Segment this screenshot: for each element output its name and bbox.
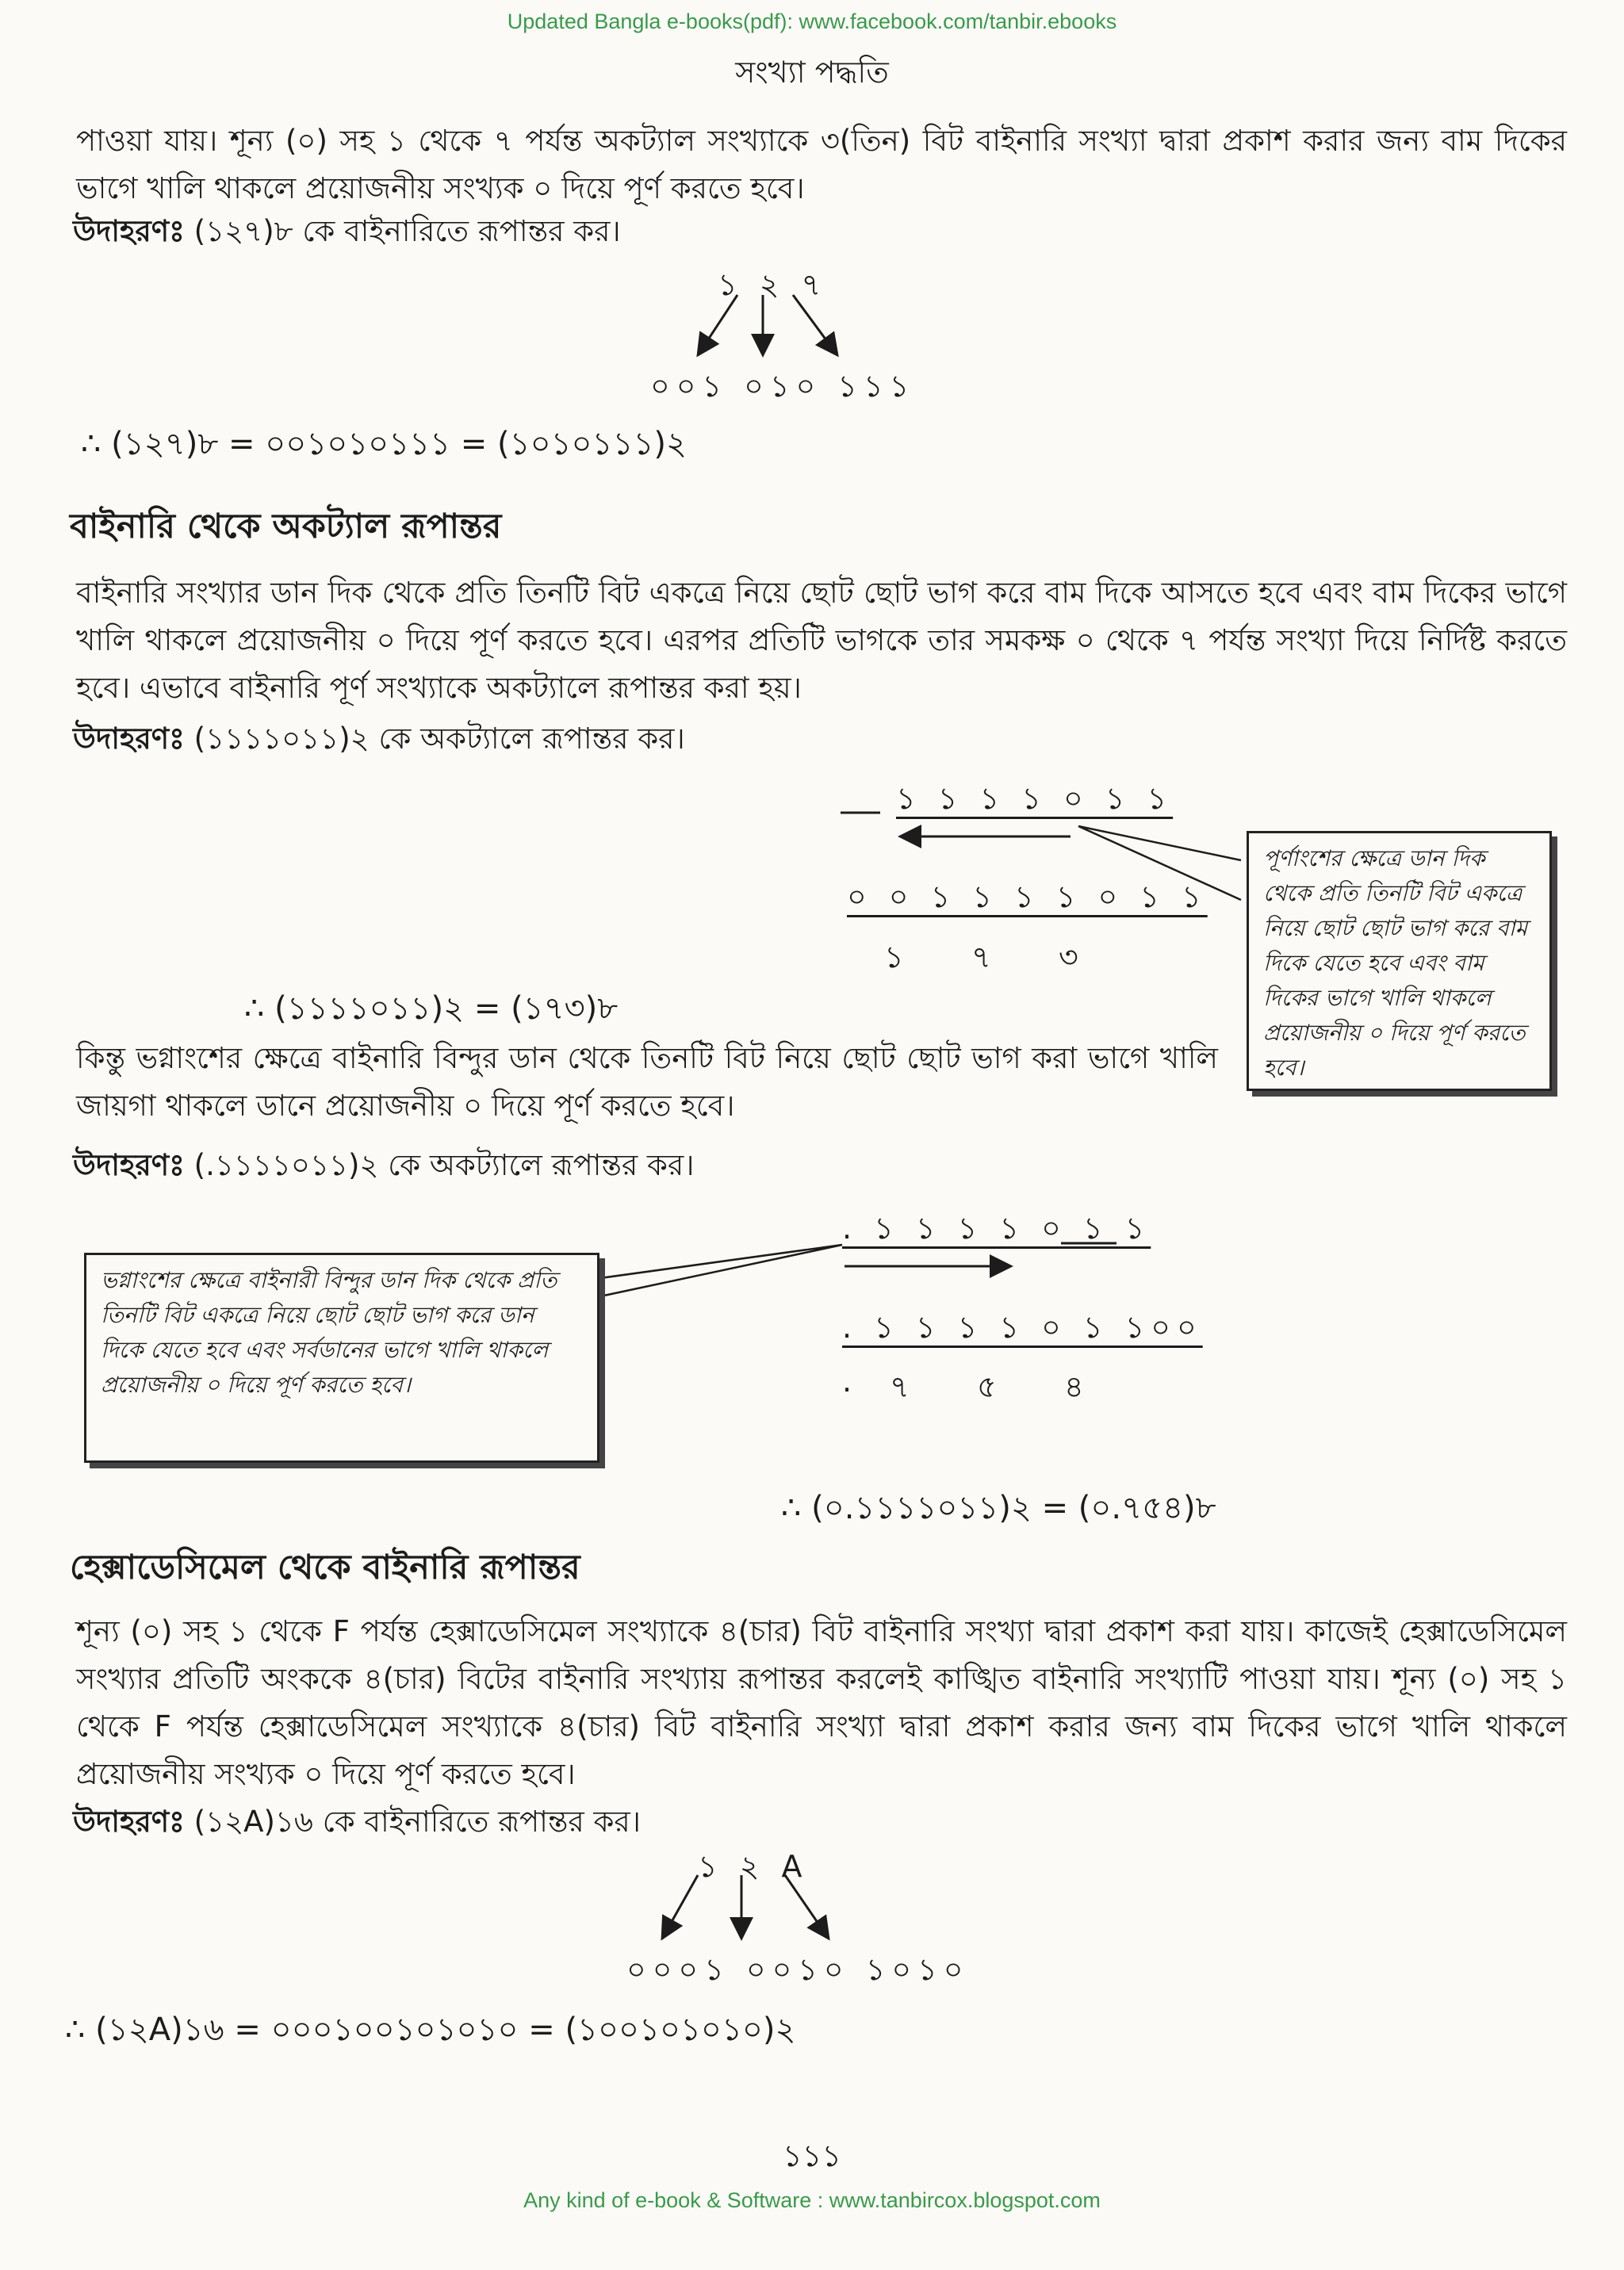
octal-to-binary-paragraph: পাওয়া যায়। শূন্য (০) সহ ১ থেকে ৭ পর্যন্ত অকট্যাল সংখ্যাকে ৩(তিন) বিট বাইনারি সংখ্যা দ্বারা প্রকাশ করার জন্য বাম দিকের ভাগে খালি থাকলে প্রয়োজনীয় সংখ্যক ০ দিয়ে পূর্ণ করতে হবে। — [76, 124, 1567, 205]
fraction-paragraph: কিন্তু ভগ্নাংশের ক্ষেত্রে বাইনারি বিন্দুর ডান থেকে তিনটি বিট নিয়ে ছোট ছোট ভাগ করা ভাগে খালি জায়গা থাকলে ডানে প্রয়োজনীয় ০ দিয়ে পূর্ণ করতে হবে। — [76, 1041, 1218, 1123]
example-label: উদাহরণঃ — [73, 722, 185, 756]
page-number: ১১১ — [783, 2138, 841, 2173]
hex-arrow-1 — [662, 1875, 698, 1939]
octal-result-digit: ১ — [884, 940, 910, 974]
hex-digits: ১ ২ A — [698, 1849, 809, 1884]
fraction-padded-bits: . ১ ১ ১ ১ ০ ১ ১০০ — [842, 1310, 1203, 1345]
hex-to-binary-paragraph: শূন্য (০) সহ ১ থেকে F পর্যন্ত হেক্সাডেসিমেল সংখ্যাকে ৪(চার) বিট বাইনারি সংখ্যা দ্বারা প্রকাশ করা যায়। কাজেই হেক্সাডেসিমেল সংখ্যার প্রতিটি অংককে ৪(চার) বিটের বাইনারি সংখ্যায় রূপান্তর করলেই কাঙ্খিত বাইনারি সংখ্যাটি পাওয়া যায়। শূন্য (০) সহ ১ থেকে F পর্যন্ত হেক্সাডেসিমেল সংখ্যাকে ৪(চার) বিট বাইনারি সংখ্যা দ্বারা প্রকাশ করার জন্য বাম দিকের ভাগে খালি থাকলে প্রয়োজনীয় সংখ্যক ০ দিয়ে পূর্ণ করতে হবে। — [76, 1614, 1567, 1791]
example-label: উদাহরণঃ — [73, 214, 185, 248]
fraction-input-bits: . ১ ১ ১ ১ ০ ১ ১ — [842, 1211, 1151, 1246]
example-text: (.১১১১০১১)২ কে অকট্যালে রূপান্তর কর। — [193, 1148, 695, 1182]
callout-leader-2 — [600, 1245, 842, 1296]
hex-bit-groups: ০০০১ ০০১০ ১০১০ — [626, 1952, 970, 1987]
octal-bit-groups: ০০১ ০১০ ১১১ — [650, 369, 916, 404]
arrow-3 — [793, 295, 837, 355]
hex-to-binary-heading: হেক্সাডেসিমেল থেকে বাইনারি রূপান্তর — [70, 1548, 580, 1587]
fraction-result: ∴ (০.১১১১০১১)২ = (০.৭৫৪)৮ — [781, 1490, 1216, 1526]
binary-to-octal-heading: বাইনারি থেকে অকট্যাল রূপান্তর — [70, 507, 502, 546]
hex-result: ∴ (১২A)১৬ = ০০০১০০১০১০১০ = (১০০১০১০১০)২ — [65, 2012, 796, 2048]
example-4 — [73, 1798, 641, 1848]
example-label: উদাহরণঃ — [73, 1805, 185, 1839]
octal-digits: ১ ২ ৭ — [718, 267, 828, 302]
example-3 — [73, 1142, 695, 1192]
running-title: সংখ্যা পদ্ধতি — [735, 55, 889, 90]
fraction-part-callout: ভগ্নাংশের ক্ষেত্রে বাইনারী বিন্দুর ডান দিক থেকে প্রতি তিনটি বিট একত্রে নিয়ে ছোট ছোট ভাগ করে ডান দিকে যেতে হবে এবং সর্বডানের ভাগে খালি থাকলে প্রয়োজনীয় ০ দিয়ে পূর্ণ করতে হবে। — [84, 1253, 599, 1463]
bottom-link[interactable]: Any kind of e-book & Software : www.tanbircox.blogspot.com — [523, 2188, 1101, 2212]
octal-result: ∴ (১২৭)৮ = ০০১০১০১১১ = (১০১০১১১)২ — [81, 426, 688, 462]
binary-padded-bits: ০ ০ ১ ১ ১ ১ ০ ১ ১ — [847, 879, 1208, 914]
fraction-octal-digit: ৪ — [1064, 1369, 1090, 1404]
binary-to-octal-paragraph: বাইনারি সংখ্যার ডান দিক থেকে প্রতি তিনটি বিট একত্রে নিয়ে ছোট ছোট ভাগ করে বাম দিকে আসতে হবে এবং বাম দিকের ভাগে খালি থাকলে প্রয়োজনীয় ০ দিয়ে পূর্ণ করতে হবে। এরপর প্রতিটি ভাগকে তার সমকক্ষ ০ থেকে ৭ পর্যন্ত সংখ্যা দিয়ে নির্দিষ্ট করতে হবে। এভাবে বাইনারি পূর্ণ সংখ্যাকে অকট্যালে রূপান্তর করা হয়। — [76, 576, 1567, 705]
arrow-1 — [698, 295, 737, 355]
binary-to-octal-result: ∴ (১১১১০১১)২ = (১৭৩)৮ — [244, 990, 619, 1027]
example-label: উদাহরণঃ — [73, 1148, 185, 1182]
example-text: (১১১১০১১)২ কে অকট্যালে রূপান্তর কর। — [193, 722, 685, 756]
example-2 — [73, 715, 685, 765]
fraction-octal-digit: ৭ — [890, 1369, 916, 1404]
binary-input-bits: ১ ১ ১ ১ ০ ১ ১ — [896, 781, 1174, 816]
fraction-octal-digit: ৫ — [977, 1369, 1003, 1404]
example-text: (১২৭)৮ কে বাইনারিতে রূপান্তর কর। — [193, 214, 621, 248]
example-text: (১২A)১৬ কে বাইনারিতে রূপান্তর কর। — [193, 1805, 641, 1839]
top-link[interactable]: Updated Bangla e-books(pdf): www.facebook.com/tanbir.ebooks — [507, 10, 1117, 33]
integer-part-callout: পূর্ণাংশের ক্ষেত্রে ডান দিক থেকে প্রতি তিনটি বিট একত্রে নিয়ে ছোট ছোট ভাগ করে বাম দিকে যেতে হবে এবং বাম দিকের ভাগে খালি থাকলে প্রয়োজনীয় ০ দিয়ে পূর্ণ করতে হবে। — [1247, 831, 1552, 1091]
fraction-octal-digit: . — [842, 1364, 859, 1399]
octal-result-digit: ৭ — [971, 940, 998, 974]
octal-result-digit: ৩ — [1059, 940, 1085, 974]
